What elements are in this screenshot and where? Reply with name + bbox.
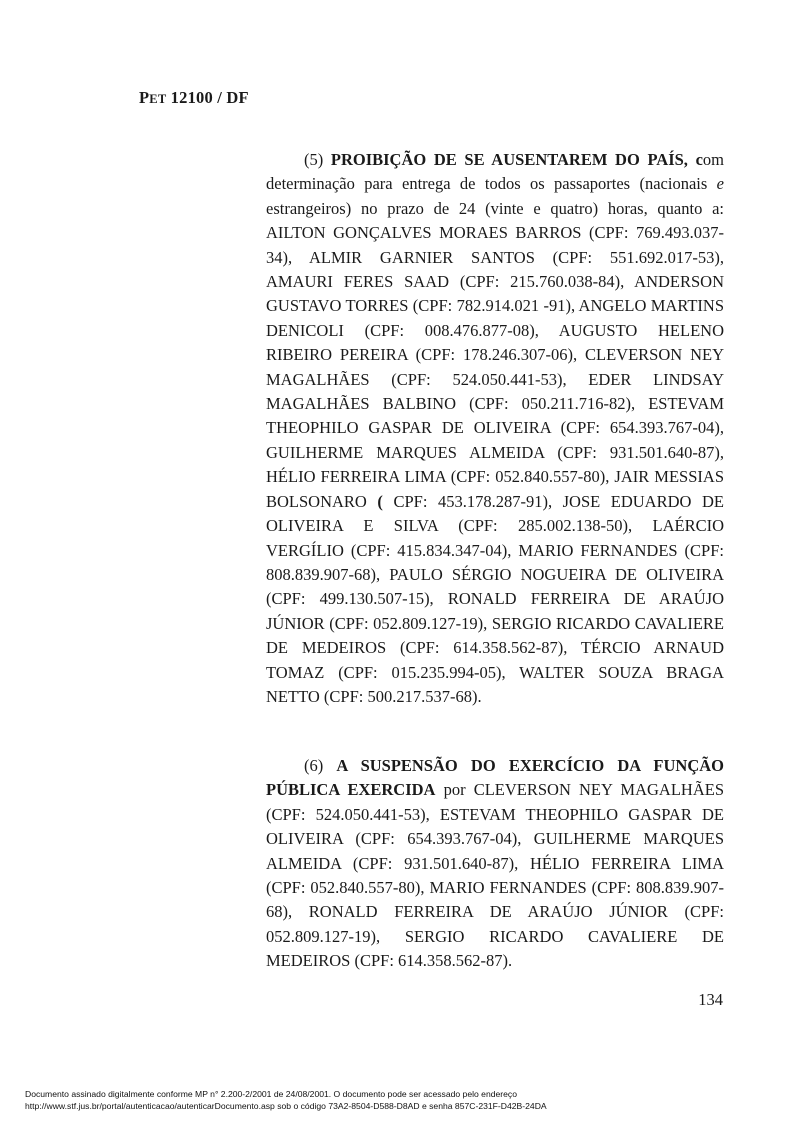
case-header-initial: P — [139, 88, 150, 107]
paragraph-5-text-c: CPF: 453.178.287-91), JOSE EDUARDO DE OLIVEIRA E SILVA (CPF: 285.002.138-50), LAÉRCIO VERGÍLIO (CPF: 415.834.347-04), MARIO FERNANDES (CPF: 808.839.907-68), PAULO SÉRGIO NOGUEIRA DE OLIVEIRA (CPF: 499.130.507-15), RONALD FERREIRA DE ARAÚJO JÚNIOR (CPF: 052.809.127-19), SERGIO RICARDO CAVALIERE DE MEDEIROS (CPF: 614.358.562-87), TÉRCIO ARNAUD TOMAZ (CPF: 015.235.994-05), WALTER SOUZA BRAGA NETTO (CPF: 500.217.537-68). — [266, 491, 724, 706]
paragraph-5-heading: PROIBIÇÃO DE SE AUSENTAREM DO PAÍS, c — [330, 150, 703, 169]
paragraph-5 — [266, 148, 724, 709]
footer-line-2: http://www.stf.jus.br/portal/autenticacao/autenticarDocumento.asp sob o código 73A2-8504-D588-D8AD e senha 857C-231F-D42B-24DA — [25, 1101, 547, 1111]
digital-signature-footer — [25, 1088, 547, 1112]
case-header — [139, 88, 249, 108]
paragraph-6-heading: A SUSPENSÃO DO EXERCÍCIO DA FUNÇÃO PÚBLICA EXERCIDA — [266, 756, 724, 800]
case-header-smallcaps: ET — [149, 92, 167, 106]
paragraph-5-number: (5) — [304, 150, 331, 169]
paragraph-5-bold-paren: ( — [377, 491, 383, 511]
paragraph-5-text-b: estrangeiros) no prazo de 24 (vinte e quatro) horas, quanto a: AILTON GONÇALVES MORAES BARROS (CPF: 769.493.037-34), ALMIR GARNIER SANTOS (CPF: 551.692.017-53), AMAURI FERES SAAD (CPF: 215.760.038-84), ANDERSON GUSTAVO TORRES (CPF: 782.914.021 -91), ANGELO MARTINS DENICOLI (CPF: 008.476.877-08), AUGUSTO HELENO RIBEIRO PEREIRA (CPF: 178.246.307-06), CLEVERSON NEY MAGALHÃES (CPF: 524.050.441-53), EDER LINDSAY MAGALHÃES BALBINO (CPF: 050.211.716-82), ESTEVAM THEOPHILO GASPAR DE OLIVEIRA (CPF: 654.393.767-04), GUILHERME MARQUES ALMEIDA (CPF: 931.501.640-87), HÉLIO FERREIRA LIMA (CPF: 052.840.557-80), JAIR MESSIAS BOLSONARO — [266, 198, 724, 511]
paragraph-6 — [266, 754, 724, 974]
case-header-number: 12100 / DF — [166, 88, 249, 107]
footer-line-1: Documento assinado digitalmente conforme MP n° 2.200-2/2001 de 24/08/2001. O documento pode ser acessado pelo endereço — [25, 1089, 518, 1099]
page-number: 134 — [698, 990, 723, 1009]
paragraph-5-italic-e: e — [716, 174, 724, 194]
paragraph-6-text: por CLEVERSON NEY MAGALHÃES (CPF: 524.050.441-53), ESTEVAM THEOPHILO GASPAR DE OLIVEIRA (CPF: 654.393.767-04), GUILHERME MARQUES ALMEIDA (CPF: 931.501.640-87), HÉLIO FERREIRA LIMA (CPF: 052.840.557-80), MARIO FERNANDES (CPF: 808.839.907-68), RONALD FERREIRA DE ARAÚJO JÚNIOR (CPF: 052.809.127-19), SERGIO RICARDO CAVALIERE DE MEDEIROS (CPF: 614.358.562-87). — [266, 780, 724, 971]
paragraph-5-text-a: om determinação para entrega de todos os passaportes (nacionais — [266, 150, 724, 194]
paragraph-6-number: (6) — [304, 756, 337, 775]
